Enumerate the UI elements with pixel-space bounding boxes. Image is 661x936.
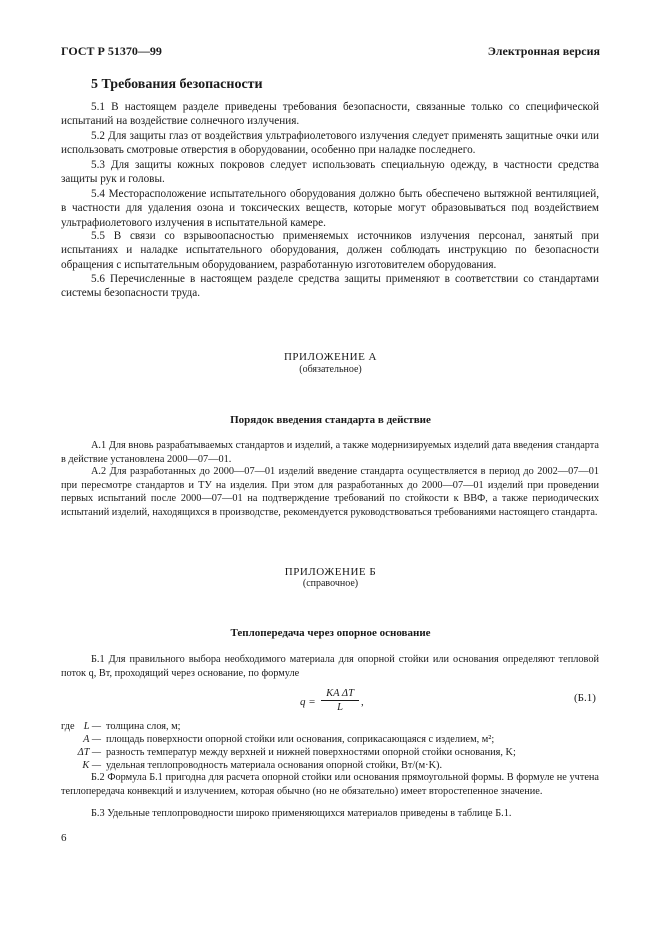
paragraph-5-3: 5.3 Для защиты кожных покровов следует использовать специальную одежду, в частности средства защиты рук и головы.: [61, 159, 599, 186]
definitions-list: [61, 720, 621, 776]
definition-symbol: L —: [83, 721, 101, 732]
definition-symbol: ΔT —: [77, 747, 101, 758]
edition-label: Электронная версия: [487, 44, 600, 58]
appendix-a-title: ПРИЛОЖЕНИЕ А: [283, 351, 377, 363]
appendix-b-heading: Теплопередача через опорное основание: [230, 627, 431, 639]
formula-comma: ,: [361, 696, 364, 708]
paragraph-a-2: А.2 Для разработанных до 2000—07—01 изделий введение стандарта осуществляется в период до 2002—07—01 при пересмотре стандартов и ТУ на изделия. При этом для разработанных до 2000—07—01 изделий при проведении первых испытаний после 2000—07—01 на подтверждение требований по стойкости к ВВФ, а также периодических испытаний изделий, находящихся в производстве, рекомендуется руководствоваться требованиями настоящего стандарта.: [61, 466, 599, 518]
definition-text: толщина слоя, м;: [106, 721, 181, 732]
appendix-b-title: ПРИЛОЖЕНИЕ Б: [284, 566, 377, 578]
definition-symbol: K —: [82, 760, 101, 771]
section-title: 5 Требования безопасности: [91, 77, 263, 92]
appendix-a-heading: Порядок введения стандарта в действие: [230, 414, 431, 426]
paragraph-5-2: 5.2 Для защиты глаз от воздействия ультрафиолетового излучения следует применять защитные очки или использовать смотровые отверстия в оборудовании, особенно при наладке последнего.: [61, 130, 599, 157]
appendix-b-status: (справочное): [302, 578, 359, 589]
paragraph-5-1: 5.1 В настоящем разделе приведены требования безопасности, связанные только со специфической испытаний на воздействие солнечного излучения.: [61, 101, 599, 128]
paragraph-b-1: Б.1 Для правильного выбора необходимого материала для опорной стойки или основания определяют тепловой поток q, Вт, проходящий через основание, по формуле: [61, 654, 599, 679]
paragraph-5-4: 5.4 Месторасположение испытательного оборудования должно быть обеспечено вытяжной вентиляцией, в частности для удаления озона и токсических веществ, которые могут образовываться под воздействием ультрафиолетового излучения в испытательной камере.: [61, 188, 599, 229]
standard-designation: ГОСТ Р 51370—99: [61, 44, 162, 58]
formula-fraction: [321, 688, 359, 713]
paragraph-5-5: 5.5 В связи со взрывоопасностью применяемых источников излучения персонал, занятый при испытаниях и наладке испытательного оборудования, должен соблюдать инструкцию по безопасности обращения с испытательным оборудованием, разработанную изготовителем оборудования.: [61, 230, 599, 271]
formula-denominator: L: [337, 702, 343, 713]
paragraph-b-2: Б.2 Формула Б.1 пригодна для расчета опорной стойки или основания прямоугольной формы. В формуле не учтена теплопередача конвекций и излучением, которая обычно (но не обязательно) имеет второстепенное значение.: [61, 772, 599, 797]
where-label: где: [61, 721, 75, 732]
definition-symbol: A —: [83, 734, 101, 745]
definition-text: разность температур между верхней и нижней поверхностями опорной стойки основания, K;: [106, 747, 516, 758]
paragraph-5-6: 5.6 Перечисленные в настоящем разделе средства защиты применяют в соответствии со стандартами системы безопасности труда.: [61, 273, 599, 300]
formula-number: (Б.1): [574, 692, 596, 704]
formula-lhs: q =: [300, 696, 316, 708]
paragraph-b-3: Б.3 Удельные теплопроводности широко применяющихся материалов приведены в таблице Б.1.: [91, 808, 512, 819]
definition-text: удельная теплопроводность материала основания опорной стойки, Вт/(м·K).: [106, 760, 443, 771]
page-number: 6: [61, 832, 67, 844]
formula-numerator: KA ΔT: [321, 688, 359, 701]
paragraph-a-1: А.1 Для вновь разрабатываемых стандартов и изделий, а также модернизируемых изделий дата введения стандарта в действие установлена 2000—07—01.: [61, 440, 599, 465]
appendix-a-status: (обязательное): [299, 364, 362, 375]
definition-text: площадь поверхности опорной стойки или основания, соприкасающаяся с изделием, м²;: [106, 734, 495, 745]
